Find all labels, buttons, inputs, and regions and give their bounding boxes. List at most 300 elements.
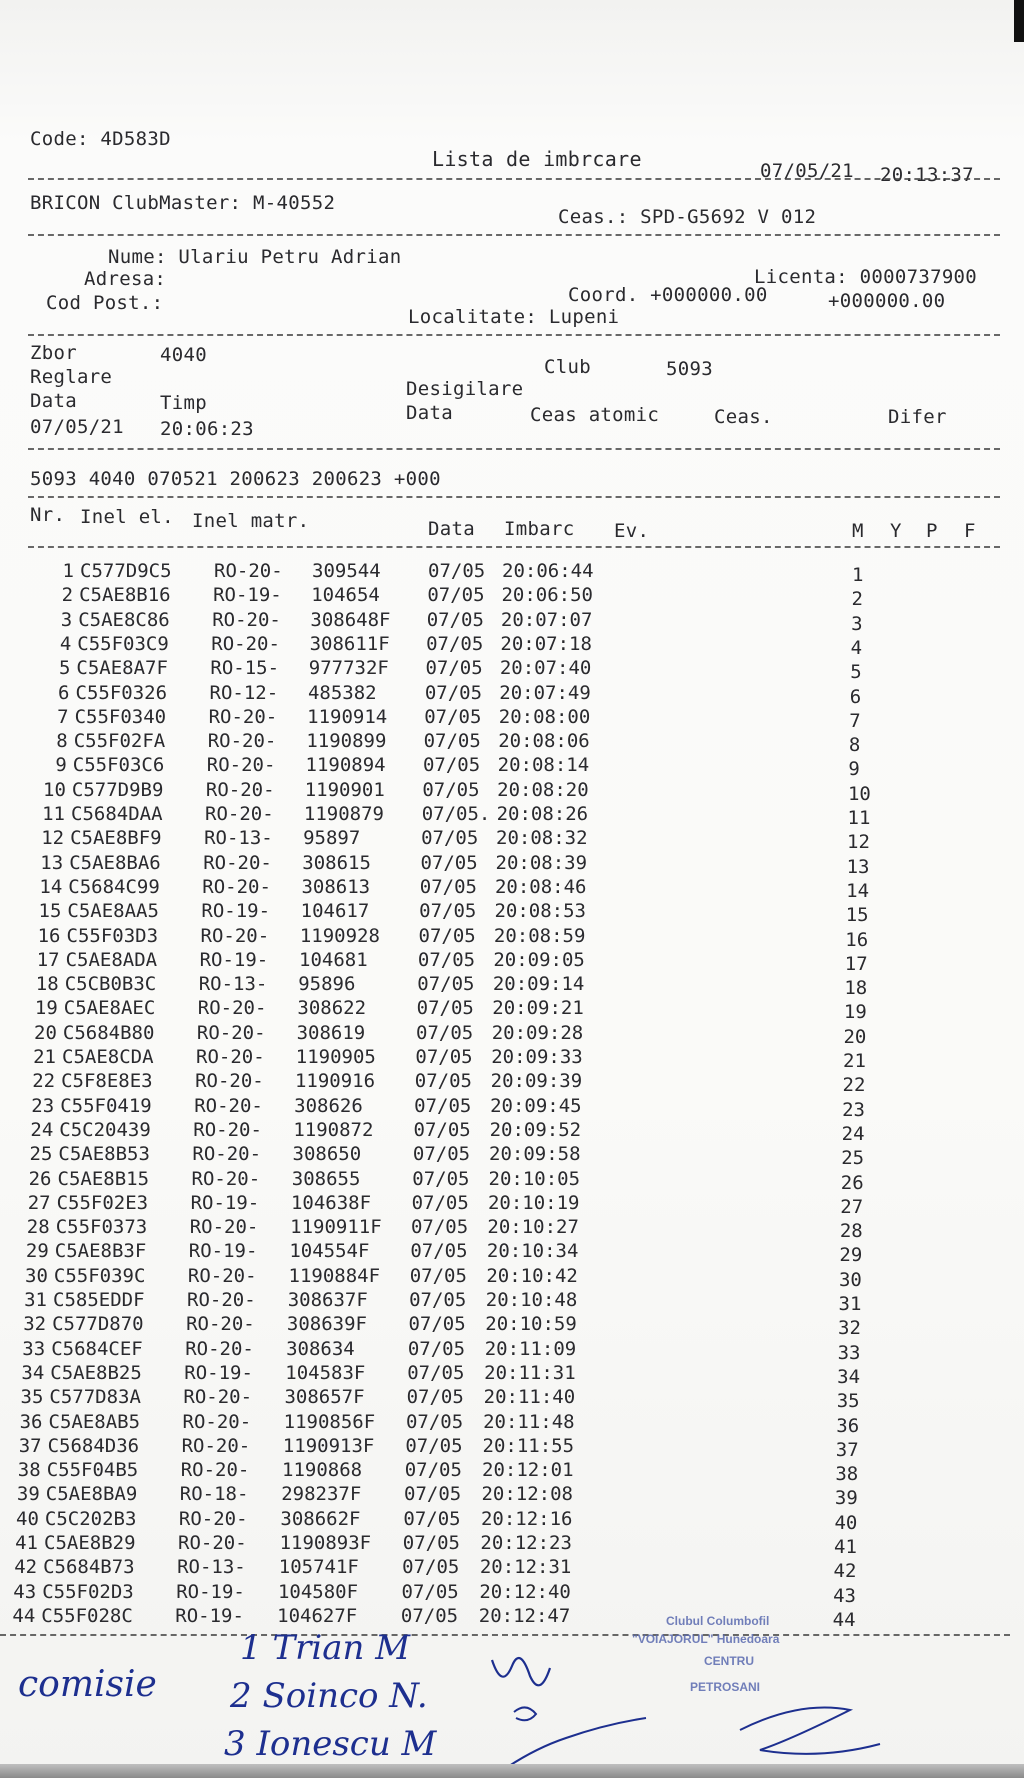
row-position: 18	[844, 977, 868, 1000]
row-number: 29	[25, 1240, 49, 1263]
row-position: 14	[846, 879, 870, 902]
owner-name: Nume: Ulariu Petru Adrian	[108, 246, 402, 268]
row-electronic-ring: C5AE8A7F	[76, 657, 168, 680]
row-electronic-ring: C5AE8B15	[57, 1167, 150, 1190]
row-position: 13	[846, 855, 870, 878]
divider	[28, 496, 1000, 498]
row-electronic-ring: C5C20439	[59, 1118, 151, 1141]
divider	[28, 448, 1000, 450]
row-number: 13	[40, 851, 64, 874]
data-value: 07/05/21	[30, 416, 124, 438]
row-position: 24	[841, 1122, 865, 1145]
row-time: 20:08:20	[497, 778, 589, 801]
row-electronic-ring: C55F0326	[75, 681, 168, 704]
row-date: 07/05	[404, 1459, 462, 1482]
row-electronic-ring: C55F0373	[55, 1216, 148, 1239]
row-date: 07/05	[415, 1046, 473, 1068]
row-ring-prefix: RO-20-	[207, 730, 277, 753]
row-electronic-ring: C55F02FA	[73, 730, 166, 753]
row-time: 20:09:14	[492, 973, 585, 996]
data2-label: Data	[406, 402, 453, 424]
row-number: 3	[60, 608, 73, 631]
row-ring-number: 308655	[291, 1167, 361, 1190]
row-number: 35	[20, 1386, 44, 1409]
row-number: 18	[35, 973, 59, 996]
owner-address: Adresa:	[84, 268, 167, 290]
row-time: 20:11:09	[484, 1337, 577, 1360]
row-ring-number: 104617	[300, 900, 370, 923]
row-date: 07/05	[417, 948, 476, 971]
col-imbarc: Imbarc	[504, 518, 575, 540]
row-ring-prefix: RO-20-	[203, 851, 272, 874]
print-date: 07/05/21	[760, 160, 854, 182]
row-position: 34	[837, 1365, 861, 1388]
row-number: 32	[23, 1313, 47, 1336]
row-time: 20:10:05	[488, 1167, 581, 1190]
row-position: 19	[843, 1001, 867, 1024]
row-date: 07/05	[412, 1167, 470, 1190]
row-ring-prefix: RO-12-	[209, 681, 279, 704]
row-ring-prefix: RO-15-	[210, 657, 280, 680]
row-time: 20:11:48	[483, 1410, 575, 1433]
row-ring-prefix: RO-20-	[181, 1434, 251, 1457]
row-ring-number: 977732F	[308, 657, 389, 680]
row-ring-number: 308613	[301, 875, 371, 898]
row-number: 19	[34, 997, 58, 1020]
row-electronic-ring: C55F02D3	[42, 1580, 134, 1603]
stamp-line-2: "VOIAJORUL" Hunedoara	[632, 1632, 780, 1646]
row-time: 20:09:21	[492, 997, 584, 1020]
row-ring-prefix: RO-20-	[208, 705, 278, 728]
row-electronic-ring: C55F028C	[41, 1604, 133, 1627]
row-number: 33	[22, 1337, 46, 1360]
row-ring-prefix: RO-20-	[178, 1532, 247, 1554]
row-ring-prefix: RO-13-	[177, 1556, 246, 1579]
row-position: 11	[847, 807, 871, 829]
row-time: 20:08:00	[498, 705, 591, 728]
row-number: 24	[30, 1118, 54, 1141]
row-ring-prefix: RO-20-	[187, 1264, 257, 1287]
row-time: 20:12:16	[480, 1507, 573, 1530]
row-date: 07/05	[401, 1580, 459, 1603]
row-ring-number: 1190901	[304, 778, 385, 801]
row-position: 8	[848, 734, 861, 757]
row-ring-number: 308634	[286, 1337, 355, 1360]
signature-3: 3 Ionescu M	[224, 1724, 437, 1764]
row-electronic-ring: C5AE8B53	[58, 1143, 150, 1166]
row-ring-number: 308622	[297, 997, 367, 1020]
row-ring-prefix: RO-20-	[185, 1337, 254, 1360]
document-title: Lista de imbrcare	[432, 147, 642, 171]
row-electronic-ring: C5AE8AB5	[48, 1410, 141, 1433]
ceas-text: Ceas.: SPD-G5692 V 012	[558, 206, 817, 228]
row-date: 07/05	[424, 705, 482, 728]
row-number: 22	[32, 1070, 56, 1093]
row-position: 35	[836, 1390, 860, 1413]
row-electronic-ring: C5AE8C86	[78, 608, 170, 631]
col-f: F	[964, 520, 976, 542]
row-ring-number: 308619	[296, 1021, 366, 1044]
row-number: 40	[16, 1507, 39, 1530]
row-number: 14	[39, 875, 63, 898]
stamp-line-1: Clubul Columbofil	[666, 1614, 770, 1628]
row-ring-prefix: RO-19-	[188, 1240, 258, 1263]
row-ring-number: 298237F	[281, 1483, 362, 1506]
comisie-handwriting: comisie	[18, 1664, 157, 1705]
row-date: 07/05	[414, 1070, 472, 1093]
row-ring-prefix: RO-20-	[196, 1021, 266, 1044]
divider	[28, 334, 1000, 336]
row-position: 6	[849, 685, 862, 708]
owner-coordinates-2: +000000.00	[828, 290, 946, 312]
row-electronic-ring: C5684DAA	[71, 803, 163, 825]
row-time: 20:09:52	[489, 1118, 582, 1141]
row-electronic-ring: C5684B80	[62, 1021, 155, 1044]
row-number: 30	[25, 1264, 48, 1287]
row-ring-prefix: RO-20-	[195, 1070, 264, 1093]
row-time: 20:07:07	[500, 608, 593, 631]
row-position: 25	[841, 1147, 865, 1170]
row-ring-prefix: RO-20-	[197, 997, 267, 1020]
row-ring-number: 308637F	[287, 1289, 368, 1311]
row-electronic-ring: C5AE8B16	[79, 584, 171, 607]
row-time: 20:10:48	[485, 1289, 578, 1311]
row-position: 26	[840, 1171, 864, 1194]
col-data: Data	[428, 518, 475, 540]
row-date: 07/05	[409, 1289, 467, 1311]
row-electronic-ring: C5684CEF	[51, 1337, 143, 1360]
row-date: 07/05	[406, 1386, 464, 1409]
row-date: 07/05	[417, 973, 475, 996]
row-ring-prefix: RO-19-	[199, 948, 269, 971]
row-ring-number: 95897	[303, 827, 361, 850]
row-electronic-ring: C5684B73	[43, 1556, 135, 1579]
row-time: 20:12:23	[480, 1532, 572, 1554]
row-time: 20:12:08	[481, 1483, 573, 1506]
row-electronic-ring: C5684C99	[68, 875, 160, 898]
row-ring-prefix: RO-13-	[198, 973, 268, 996]
row-date: 07/05	[426, 632, 484, 655]
row-time: 20:06:50	[501, 584, 593, 607]
row-ring-prefix: RO-20-	[196, 1046, 265, 1068]
row-position: 15	[845, 904, 869, 927]
row-date: 07/05	[412, 1143, 471, 1166]
row-electronic-ring: C577D83A	[49, 1386, 141, 1409]
timp-label: Timp	[160, 392, 207, 414]
row-date: 07/05	[405, 1434, 463, 1457]
row-position: 37	[835, 1438, 859, 1461]
row-time: 20:11:55	[482, 1434, 575, 1457]
row-ring-prefix: RO-20-	[193, 1118, 262, 1141]
row-electronic-ring: C5AE8CDA	[62, 1046, 154, 1068]
row-ring-number: 1190916	[294, 1070, 376, 1093]
row-position: 1	[852, 564, 864, 586]
row-time: 20:09:39	[490, 1070, 583, 1093]
row-ring-prefix: RO-19-	[213, 584, 282, 607]
col-inel-matr: Inel matr.	[192, 510, 310, 532]
row-date: 07/05	[425, 657, 483, 680]
row-ring-prefix: RO-20-	[214, 560, 283, 582]
desigilare-label: Desigilare	[406, 378, 524, 400]
row-number: 38	[17, 1459, 41, 1482]
row-time: 20:07:40	[499, 657, 592, 680]
row-position: 42	[833, 1560, 857, 1583]
col-inel-el: Inel el.	[80, 506, 174, 528]
row-ring-prefix: RO-19-	[175, 1604, 244, 1627]
row-ring-number: 1190914	[307, 705, 388, 728]
row-ring-number: 105741F	[278, 1556, 359, 1579]
signature-2: 2 Soinco N.	[230, 1676, 428, 1716]
row-electronic-ring: C5684D36	[47, 1434, 140, 1457]
row-date: 07/05	[410, 1216, 469, 1239]
row-number: 9	[55, 754, 67, 777]
row-electronic-ring: C5CB0B3C	[64, 973, 157, 996]
row-position: 43	[833, 1584, 856, 1607]
row-ring-prefix: RO-19-	[176, 1580, 245, 1603]
row-electronic-ring: C5AE8AA5	[67, 900, 159, 923]
row-ring-prefix: RO-20-	[200, 924, 270, 947]
row-position: 39	[834, 1487, 858, 1510]
row-ring-number: 1190905	[295, 1046, 376, 1068]
zbor-label: Zbor	[30, 342, 77, 364]
row-position: 29	[839, 1244, 863, 1267]
row-time: 20:10:27	[487, 1216, 579, 1239]
row-time: 20:08:06	[498, 730, 590, 753]
row-time: 20:10:59	[485, 1313, 577, 1336]
row-ring-prefix: RO-18-	[179, 1483, 249, 1506]
row-ring-number: 308657F	[284, 1386, 365, 1409]
difer-label: Difer	[888, 406, 947, 428]
row-time: 20:09:33	[491, 1046, 583, 1068]
row-ring-prefix: RO-20-	[194, 1094, 263, 1117]
col-nr: Nr.	[30, 504, 66, 526]
row-ring-prefix: RO-20-	[211, 632, 280, 655]
row-date: 07/05	[421, 827, 479, 850]
row-date: 07/05	[424, 681, 483, 704]
row-number: 34	[21, 1361, 45, 1384]
row-number: 8	[56, 730, 68, 753]
row-number: 37	[18, 1434, 42, 1457]
row-number: 5	[58, 657, 71, 680]
row-ring-number: 104654	[311, 584, 380, 607]
row-electronic-ring: C55F039C	[53, 1264, 146, 1287]
row-number: 23	[31, 1094, 55, 1117]
row-time: 20:07:49	[499, 681, 591, 704]
row-ring-number: 104638F	[290, 1191, 372, 1214]
row-time: 20:09:28	[491, 1021, 584, 1044]
row-ring-number: 1190872	[293, 1118, 374, 1141]
stamp-line-4: PETROSANI	[690, 1680, 761, 1694]
row-date: 07/05	[411, 1191, 469, 1214]
row-time: 20:11:31	[484, 1361, 576, 1384]
row-date: 07/05	[414, 1094, 472, 1117]
row-time: 20:12:47	[478, 1604, 571, 1627]
row-date: 07/05	[403, 1507, 461, 1530]
row-date: 07/05	[420, 851, 478, 874]
row-date: 07/05	[428, 560, 486, 582]
row-electronic-ring: C5C202B3	[44, 1507, 137, 1530]
row-position: 21	[843, 1050, 866, 1072]
data-label: Data	[30, 390, 77, 412]
row-position: 33	[837, 1341, 861, 1364]
row-ring-prefix: RO-13-	[204, 827, 273, 850]
row-date: 07/05	[423, 730, 481, 753]
row-time: 20:08:14	[497, 754, 590, 777]
club-label: Club	[544, 356, 591, 378]
row-electronic-ring: C55F03C6	[72, 754, 165, 777]
row-time: 20:08:26	[496, 803, 589, 825]
row-number: 39	[16, 1483, 40, 1506]
row-number: 43	[13, 1580, 37, 1603]
row-number: 15	[38, 900, 62, 923]
row-time: 20:12:01	[482, 1459, 574, 1482]
row-number: 42	[14, 1556, 38, 1579]
row-time: 20:08:46	[494, 875, 587, 898]
row-time: 20:08:53	[494, 900, 586, 923]
row-date: 07/05	[419, 900, 477, 923]
row-electronic-ring: C55F04B5	[46, 1459, 139, 1482]
row-ring-number: 308615	[302, 851, 371, 874]
row-number: 7	[57, 705, 69, 728]
row-number: 6	[58, 681, 70, 704]
row-ring-number: 104583F	[285, 1361, 366, 1384]
row-date: 07/05	[416, 997, 474, 1020]
ceas-atomic-label: Ceas atomic	[530, 404, 660, 426]
row-electronic-ring: C5AE8BA9	[45, 1483, 138, 1506]
row-date: 07/05	[422, 754, 481, 777]
row-ring-prefix: RO-20-	[186, 1313, 255, 1336]
row-number: 26	[28, 1167, 52, 1190]
divider	[28, 234, 1000, 236]
row-electronic-ring: C5AE8B29	[44, 1532, 136, 1554]
row-position: 40	[834, 1511, 858, 1534]
row-date: 07/05	[427, 584, 485, 607]
row-ring-prefix: RO-20-	[212, 608, 281, 631]
row-date: 07/05	[418, 924, 476, 947]
row-position: 16	[845, 928, 869, 951]
row-position: 17	[844, 952, 868, 975]
row-position: 2	[851, 588, 863, 611]
row-position: 28	[839, 1220, 863, 1243]
row-ring-number: 104580F	[277, 1580, 359, 1603]
row-time: 20:09:05	[493, 948, 585, 971]
row-ring-number: 308648F	[310, 608, 391, 631]
row-ring-number: 308662F	[280, 1507, 361, 1530]
row-ring-number: 308639F	[286, 1313, 367, 1336]
row-electronic-ring: C5AE8ADA	[65, 948, 158, 971]
row-date: 07/05	[404, 1483, 462, 1506]
row-time: 20:08:32	[496, 827, 588, 850]
row-time: 20:12:31	[479, 1556, 572, 1579]
row-ring-prefix: RO-19-	[201, 900, 271, 923]
row-number: 4	[59, 632, 72, 655]
row-electronic-ring: C5F8E8E3	[61, 1070, 153, 1093]
row-time: 20:09:58	[489, 1143, 581, 1166]
row-date: 07/05	[419, 875, 477, 898]
row-date: 07/05	[402, 1532, 460, 1554]
clubmaster-text: BRICON ClubMaster: M-40552	[30, 192, 336, 214]
row-number: 11	[42, 803, 65, 825]
code-text: Code: 4D583D	[30, 128, 171, 150]
row-time: 20:08:59	[493, 924, 586, 947]
row-time: 20:11:40	[483, 1386, 576, 1409]
row-number: 36	[19, 1410, 43, 1433]
row-time: 20:10:34	[486, 1240, 579, 1263]
row-time: 20:06:44	[502, 560, 594, 582]
row-position: 30	[838, 1268, 862, 1291]
row-date: 07/05	[408, 1313, 466, 1336]
row-time: 20:07:18	[500, 632, 592, 655]
row-position: 22	[842, 1074, 866, 1097]
row-position: 44	[832, 1608, 856, 1631]
owner-coordinates: Coord. +000000.00	[568, 284, 768, 306]
row-ring-prefix: RO-20-	[191, 1167, 261, 1190]
row-ring-number: 1190893F	[279, 1532, 372, 1554]
row-ring-prefix: RO-20-	[192, 1143, 262, 1166]
signature-1: 1 Trian M	[240, 1628, 411, 1668]
row-position: 23	[842, 1098, 865, 1121]
row-position: 41	[834, 1536, 857, 1558]
row-date: 07/05	[416, 1021, 474, 1044]
row-time: 20:09:45	[490, 1094, 582, 1117]
row-date: 07/05	[422, 778, 480, 801]
row-number: 1	[62, 560, 74, 582]
row-ring-prefix: RO-20-	[180, 1459, 250, 1482]
row-electronic-ring: C5AE8B25	[50, 1361, 142, 1384]
row-ring-prefix: RO-20-	[183, 1386, 253, 1409]
row-number: 10	[43, 778, 66, 801]
row-number: 25	[29, 1143, 53, 1166]
signature-scribbles	[470, 1630, 1024, 1770]
row-ring-number: 1190928	[299, 924, 380, 947]
row-number: 31	[24, 1289, 47, 1311]
print-time: 20:13:37	[880, 164, 974, 186]
row-time: 20:08:39	[495, 851, 588, 874]
row-ring-prefix: RO-20-	[182, 1410, 252, 1433]
row-ring-number: 309544	[312, 560, 381, 582]
row-electronic-ring: C5AE8B3F	[54, 1240, 147, 1263]
row-number: 41	[15, 1532, 38, 1554]
col-m: M	[852, 520, 864, 542]
row-number: 28	[26, 1216, 50, 1239]
row-position: 5	[850, 661, 862, 684]
row-ring-prefix: RO-20-	[189, 1216, 259, 1239]
row-electronic-ring: C55F0340	[74, 705, 167, 728]
timp-value: 20:06:23	[160, 418, 254, 440]
row-position: 9	[848, 758, 860, 781]
row-ring-number: 308626	[294, 1094, 363, 1117]
col-p: P	[926, 520, 938, 542]
row-time: 20:12:40	[479, 1580, 571, 1603]
row-ring-prefix: RO-20-	[206, 754, 276, 777]
row-date: 07/05	[426, 608, 484, 631]
owner-locality: Localitate: Lupeni	[408, 306, 620, 328]
row-number: 44	[12, 1604, 36, 1627]
ceas-label: Ceas.	[714, 406, 773, 428]
col-ev: Ev.	[614, 520, 650, 542]
row-electronic-ring: C585EDDF	[53, 1289, 145, 1311]
row-ring-number: 1190911F	[290, 1216, 382, 1239]
stamp-line-3: CENTRU	[704, 1654, 754, 1668]
row-date: 07/05.	[421, 803, 491, 825]
sheet-bottom-shadow	[0, 1764, 1024, 1778]
row-ring-number: 1190856F	[283, 1410, 376, 1433]
row-ring-number: 308611F	[309, 632, 390, 655]
row-ring-prefix: RO-20-	[178, 1507, 248, 1530]
row-ring-number: 1190868	[282, 1459, 363, 1482]
row-date: 07/05	[402, 1556, 460, 1579]
row-number: 16	[37, 924, 61, 947]
